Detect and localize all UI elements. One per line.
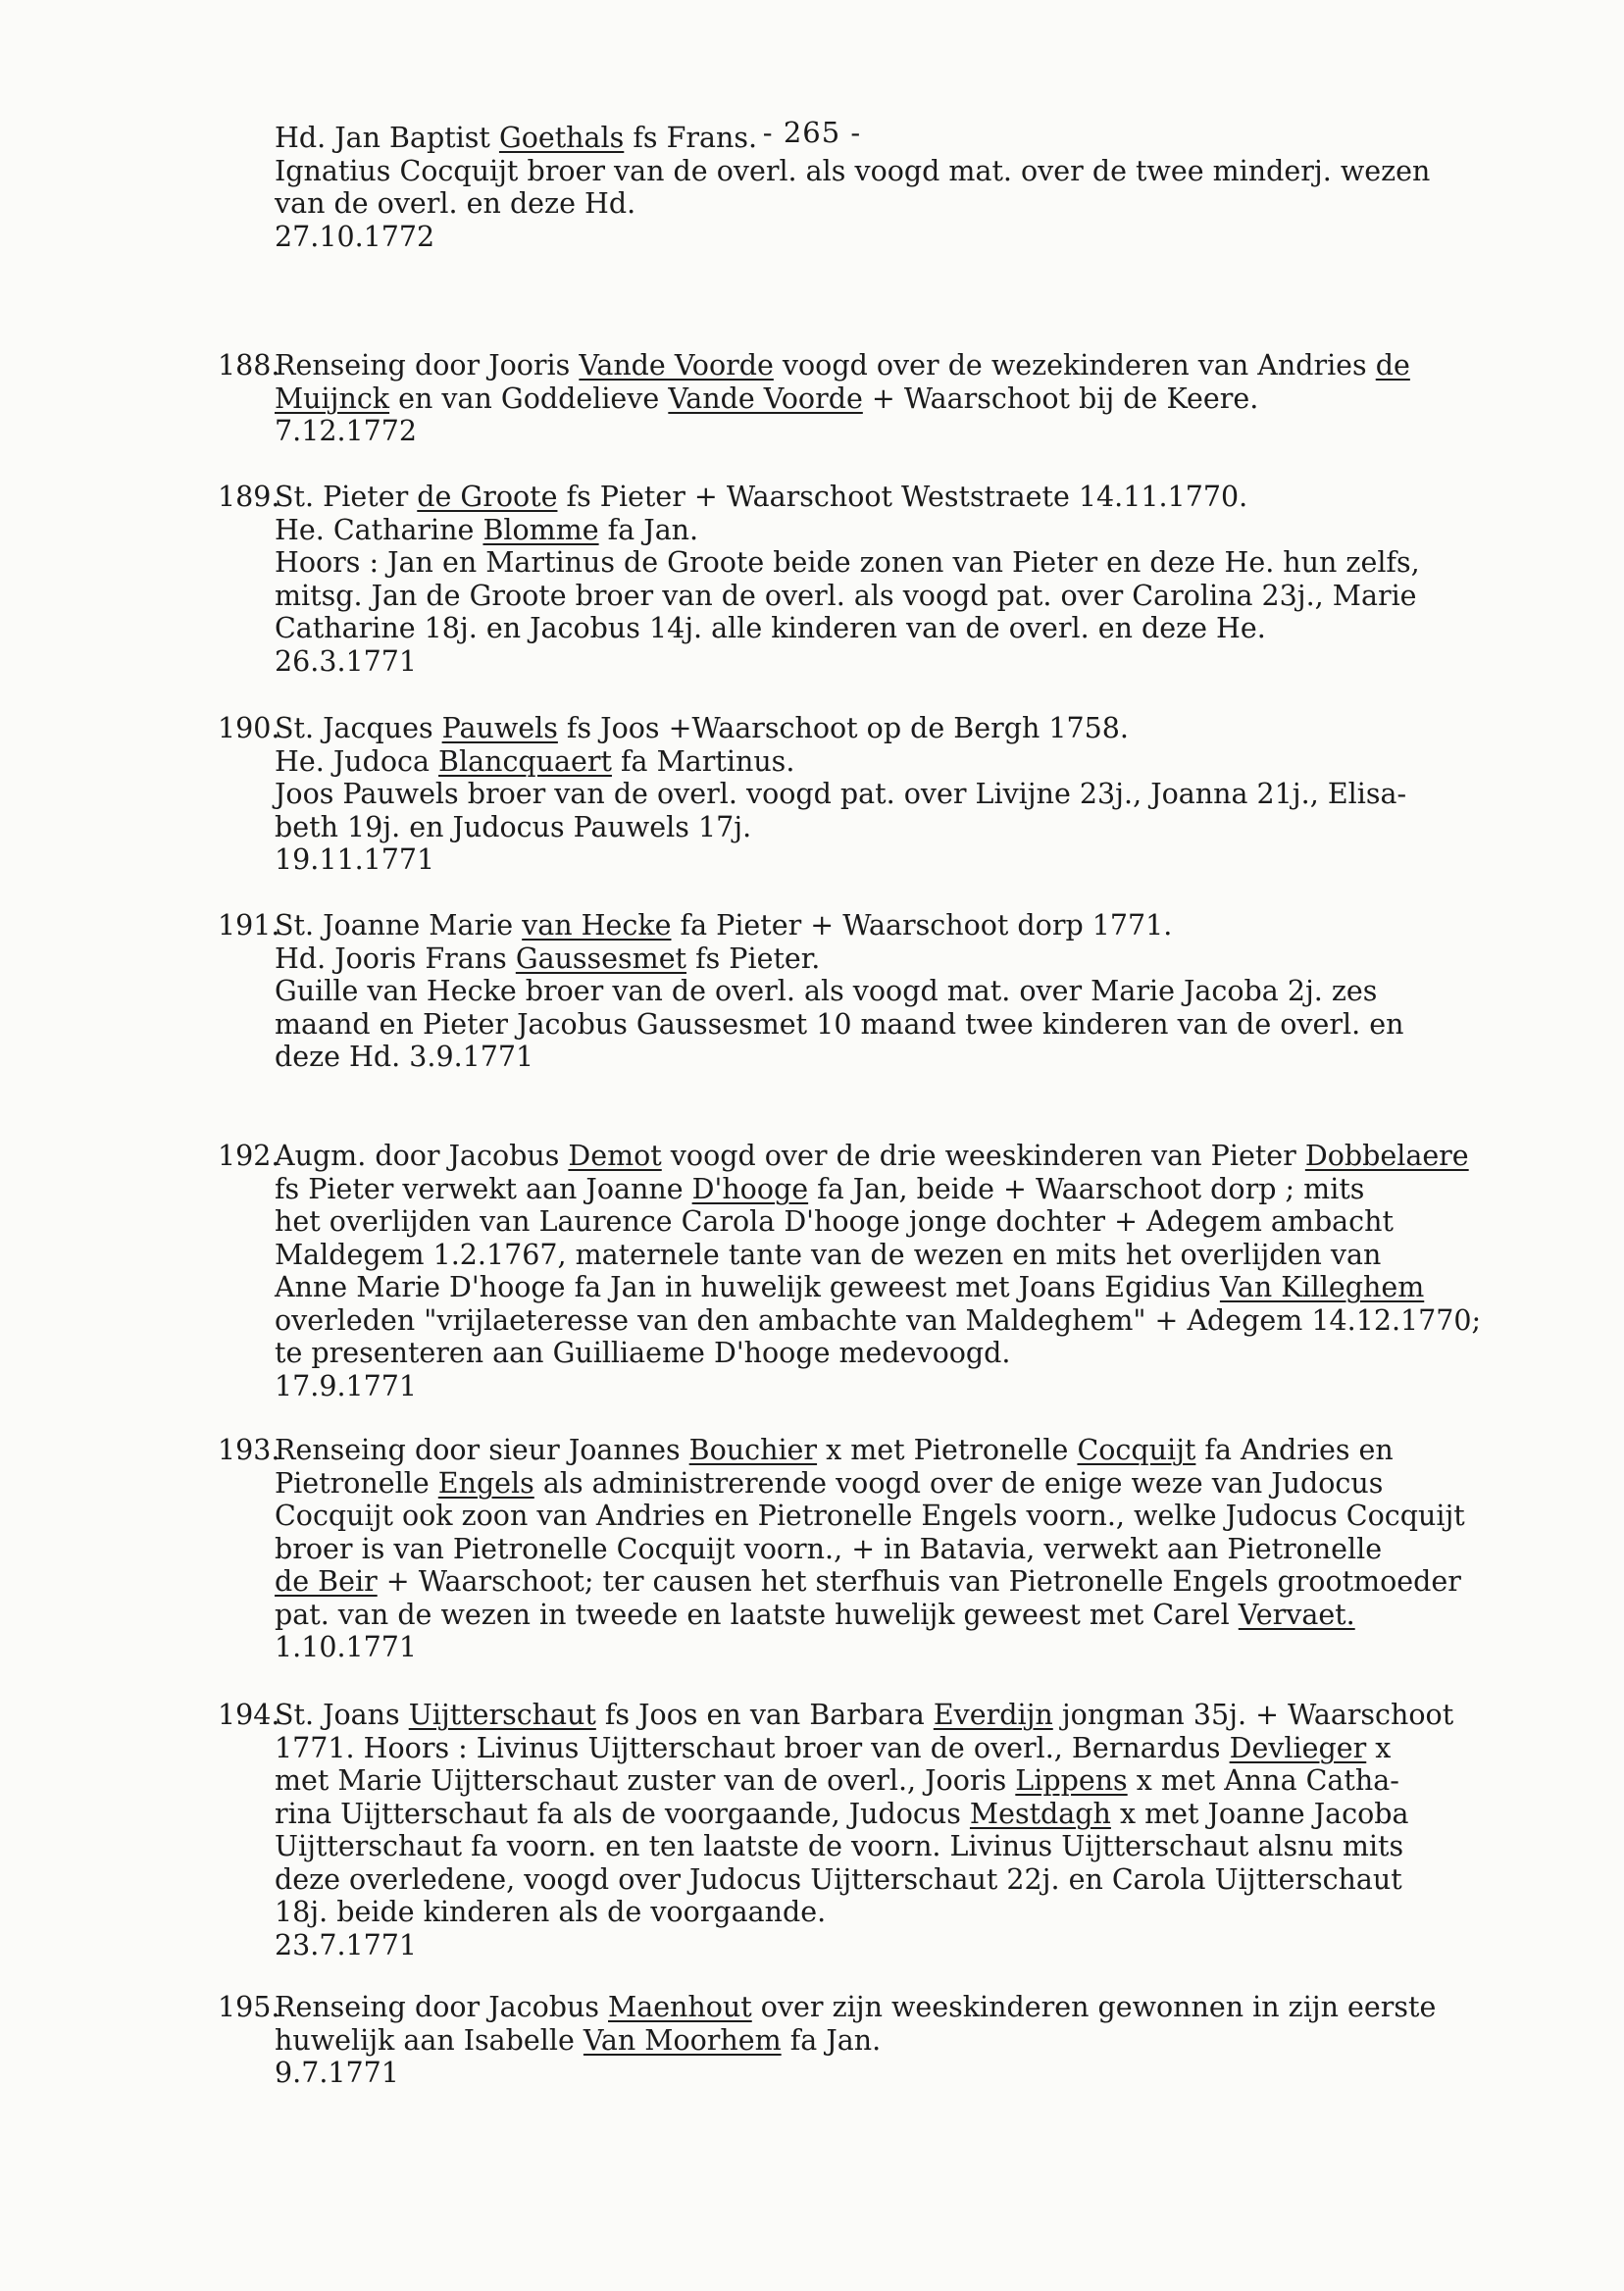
text-line xyxy=(275,612,1569,645)
text-line xyxy=(275,712,1569,745)
entry-body xyxy=(275,1140,1569,1402)
entry-date: 1.10.1771 xyxy=(275,1631,418,1663)
entry-date: 27.10.1772 xyxy=(275,220,435,253)
text-line xyxy=(275,1173,1569,1206)
text-segment: Hd. Jooris Frans xyxy=(275,942,516,975)
underlined-surname: Pauwels xyxy=(441,712,558,744)
text-line xyxy=(275,1467,1569,1501)
text-segment: fs Joos +Waarschoot op de Bergh 1758. xyxy=(557,712,1129,744)
text-line xyxy=(275,2024,1569,2058)
underlined-surname: Dobbelaere xyxy=(1304,1140,1469,1172)
text-segment: mitsg. Jan de Groote broer van de overl. als voogd pat. over Carolina 23j., Marie xyxy=(275,579,1417,612)
text-segment: Hoors : Jan en Martinus de Groote beide zonen van Pieter en deze He. hun zelfs, xyxy=(275,546,1420,579)
entry-192 xyxy=(218,1140,1569,1402)
text-line xyxy=(275,1599,1569,1632)
text-segment: Renseing door Jooris xyxy=(275,349,580,382)
entry-191 xyxy=(218,909,1569,1074)
text-segment: Hd. Jan Baptist xyxy=(275,122,499,154)
entry-body xyxy=(275,909,1569,1074)
text-line xyxy=(275,382,1569,416)
text-line xyxy=(275,1798,1569,1831)
text-segment: over zijn weeskinderen gewonnen in zijn eerste xyxy=(751,1991,1437,2023)
entry-body xyxy=(275,1434,1569,1664)
text-segment: Augm. door Jacobus xyxy=(275,1140,569,1172)
text-segment: fa Jan. xyxy=(781,2023,882,2057)
text-line xyxy=(275,514,1569,547)
text-segment: Joos Pauwels broer van de overl. voogd pat. over Livijne 23j., Joanna 21j., Elisa- xyxy=(275,778,1407,810)
text-line xyxy=(275,778,1569,811)
text-line xyxy=(275,580,1569,613)
entry-body xyxy=(275,481,1569,678)
text-segment: x met Anna Catha- xyxy=(1127,1764,1399,1797)
text-line xyxy=(275,1896,1569,1929)
text-segment: deze Hd. 3.9.1771 xyxy=(275,1041,534,1073)
entry-body xyxy=(275,1991,1569,2090)
underlined-surname: de Beir xyxy=(275,1565,378,1598)
entry-188 xyxy=(218,349,1569,448)
text-segment: broer is van Pietronelle Cocquijt voorn., + in Batavia, verwekt aan Pietronelle xyxy=(275,1532,1383,1565)
text-line xyxy=(275,1337,1569,1370)
underlined-surname: Engels xyxy=(437,1466,534,1500)
underlined-surname: Vervaet. xyxy=(1238,1598,1355,1631)
text-segment: 1771. Hoors : Livinus Uijtterschaut broer van de overl., Bernardus xyxy=(275,1731,1230,1764)
text-line xyxy=(275,546,1569,580)
text-line xyxy=(275,1533,1569,1566)
text-line xyxy=(275,1699,1569,1732)
text-line xyxy=(275,155,1569,188)
text-segment: + Waarschoot bij de Keere. xyxy=(862,382,1259,415)
text-line xyxy=(275,481,1569,514)
text-segment: voogd over de wezekinderen van Andries xyxy=(773,349,1376,382)
underlined-surname: Muijnck xyxy=(275,382,390,415)
underlined-surname: Van Moorhem xyxy=(583,2023,782,2057)
entry-number: 192. xyxy=(218,1140,280,1172)
text-segment: x met Joanne Jacoba xyxy=(1110,1797,1409,1830)
underlined-surname: Everdijn xyxy=(933,1699,1053,1731)
text-line xyxy=(275,942,1569,976)
text-segment: fs Pieter verwekt aan Joanne xyxy=(275,1172,692,1205)
entry-190 xyxy=(218,712,1569,877)
underlined-surname: de xyxy=(1375,349,1410,382)
text-segment: x met Pietronelle xyxy=(817,1434,1078,1466)
text-segment: Maldegem 1.2.1767, maternele tante van de wezen en mits het overlijden van xyxy=(275,1238,1382,1271)
text-segment: Renseing door Jacobus xyxy=(275,1991,609,2023)
text-segment: 18j. beide kinderen als de voorgaande. xyxy=(275,1896,827,1928)
text-segment: fs Frans. xyxy=(624,122,758,154)
text-line xyxy=(275,811,1569,844)
underlined-surname: de Groote xyxy=(417,481,558,513)
text-segment: fa Jan, beide + Waarschoot dorp ; mits xyxy=(808,1172,1365,1205)
text-segment: fa Martinus. xyxy=(611,744,795,778)
text-segment: St. Jacques xyxy=(275,712,442,744)
text-line xyxy=(275,1830,1569,1863)
entry-189 xyxy=(218,481,1569,678)
entry-date: 19.11.1771 xyxy=(275,843,435,876)
text-segment: Uijtterschaut fa voorn. en ten laatste de voorn. Livinus Uijtterschaut alsnu mits xyxy=(275,1830,1404,1862)
text-line xyxy=(275,1991,1569,2024)
text-segment: Catharine 18j. en Jacobus 14j. alle kinderen van de overl. en deze He. xyxy=(275,612,1266,644)
entry-194 xyxy=(218,1699,1569,1961)
text-segment: rina Uijtterschaut fa als de voorgaande, Judocus xyxy=(275,1797,970,1830)
text-line xyxy=(275,1732,1569,1765)
text-segment: St. Joans xyxy=(275,1699,409,1731)
underlined-surname: Blancquaert xyxy=(438,744,612,778)
text-line xyxy=(275,1271,1569,1304)
entry-date: 17.9.1771 xyxy=(275,1369,418,1402)
intro-block xyxy=(275,122,1569,253)
text-segment: te presenteren aan Guilliaeme D'hooge medevoogd. xyxy=(275,1337,1011,1369)
text-segment: x xyxy=(1366,1731,1392,1764)
entry-body xyxy=(275,712,1569,877)
text-line xyxy=(275,909,1569,942)
text-line xyxy=(275,1304,1569,1338)
underlined-surname: Maenhout xyxy=(608,1991,752,2023)
entry-193 xyxy=(218,1434,1569,1664)
text-segment: als administrerende voogd over de enige weze van Judocus xyxy=(533,1466,1384,1500)
text-segment: St. Pieter xyxy=(275,481,418,513)
text-segment: fa Jan. xyxy=(598,513,699,546)
page-number: - 265 - xyxy=(762,116,862,149)
underlined-surname: Gaussesmet xyxy=(515,942,687,975)
text-line xyxy=(275,1863,1569,1897)
text-line xyxy=(275,1434,1569,1467)
text-segment: maand en Pieter Jacobus Gaussesmet 10 maand twee kinderen van de overl. en xyxy=(275,1007,1404,1041)
underlined-surname: Vande Voorde xyxy=(668,382,863,415)
entry-body xyxy=(275,349,1569,448)
underlined-surname: Cocquijt xyxy=(1077,1434,1196,1466)
text-line xyxy=(275,1764,1569,1798)
underlined-surname: Mestdagh xyxy=(969,1797,1111,1830)
entry-date: 23.7.1771 xyxy=(275,1928,418,1961)
text-segment: van de overl. en deze Hd. xyxy=(275,187,636,220)
text-segment: het overlijden van Laurence Carola D'hooge jonge dochter + Adegem ambacht xyxy=(275,1205,1394,1238)
text-segment: fs Pieter + Waarschoot Weststraete 14.11.1770. xyxy=(557,481,1248,513)
text-segment: St. Joanne Marie xyxy=(275,909,523,942)
text-segment: en van Goddelieve xyxy=(389,382,669,415)
underlined-surname: Demot xyxy=(568,1140,662,1172)
text-segment: Guille van Hecke broer van de overl. als voogd mat. over Marie Jacoba 2j. zes xyxy=(275,975,1378,1007)
text-segment: Ignatius Cocquijt broer van de overl. als voogd mat. over de twee minderj. wezen xyxy=(275,154,1431,187)
text-segment: Anne Marie D'hooge fa Jan in huwelijk geweest met Joans Egidius xyxy=(275,1271,1220,1303)
entry-number: 193. xyxy=(218,1434,280,1466)
entry-date: 26.3.1771 xyxy=(275,644,418,678)
text-segment: beth 19j. en Judocus Pauwels 17j. xyxy=(275,810,752,843)
text-segment: pat. van de wezen in tweede en laatste huwelijk geweest met Carel xyxy=(275,1598,1239,1631)
text-line xyxy=(275,1565,1569,1599)
entry-195 xyxy=(218,1991,1569,2090)
underlined-surname: Uijtterschaut xyxy=(408,1699,596,1731)
text-line xyxy=(275,349,1569,382)
text-segment: fs Pieter. xyxy=(686,942,821,975)
entry-body xyxy=(275,1699,1569,1961)
text-line xyxy=(275,975,1569,1008)
entry-number: 194. xyxy=(218,1699,280,1731)
text-segment: He. Judoca xyxy=(275,744,439,778)
text-segment: Cocquijt ook zoon van Andries en Pietronelle Engels voorn., welke Judocus Cocquijt xyxy=(275,1500,1465,1532)
entry-number: 195. xyxy=(218,1991,280,2023)
underlined-surname: Devlieger xyxy=(1229,1731,1367,1764)
text-segment: fa Pieter + Waarschoot dorp 1771. xyxy=(671,909,1173,942)
entry-date: 9.7.1771 xyxy=(275,2057,399,2089)
text-line xyxy=(275,745,1569,779)
text-segment: jongman 35j. + Waarschoot xyxy=(1052,1699,1454,1731)
underlined-surname: van Hecke xyxy=(522,909,672,942)
text-line xyxy=(275,1500,1569,1533)
intro-body xyxy=(275,122,1569,253)
text-line xyxy=(275,1008,1569,1042)
entry-number: 190. xyxy=(218,712,280,744)
text-line xyxy=(275,1041,1569,1074)
text-segment: Pietronelle xyxy=(275,1466,438,1500)
text-segment: overleden "vrijlaeteresse van den ambachte van Maldeghem" + Adegem 14.12.1770; xyxy=(275,1303,1482,1337)
underlined-surname: D'hooge xyxy=(691,1172,809,1205)
text-segment: voogd over de drie weeskinderen van Pieter xyxy=(661,1140,1305,1172)
entry-number: 188. xyxy=(218,349,280,382)
text-line xyxy=(275,1205,1569,1239)
text-line xyxy=(275,1140,1569,1173)
text-segment: huwelijk aan Isabelle xyxy=(275,2023,584,2057)
text-line xyxy=(275,1239,1569,1272)
text-segment: deze overledene, voogd over Judocus Uijtterschaut 22j. en Carola Uijtterschaut xyxy=(275,1862,1402,1896)
text-line xyxy=(275,122,1569,155)
text-segment: Renseing door sieur Joannes xyxy=(275,1434,689,1466)
entry-number: 191. xyxy=(218,909,280,942)
text-segment: fs Joos en van Barbara xyxy=(595,1699,934,1731)
text-line xyxy=(275,187,1569,221)
underlined-surname: Blomme xyxy=(482,513,599,546)
text-segment: + Waarschoot; ter causen het sterfhuis van Pietronelle Engels grootmoeder xyxy=(377,1565,1461,1598)
text-segment: He. Catharine xyxy=(275,513,483,546)
underlined-surname: Bouchier xyxy=(688,1434,818,1466)
underlined-surname: Vande Voorde xyxy=(579,349,774,382)
text-segment: met Marie Uijtterschaut zuster van de overl., Jooris xyxy=(275,1764,1016,1797)
underlined-surname: Goethals xyxy=(498,122,625,154)
text-segment: fa Andries en xyxy=(1195,1434,1394,1466)
underlined-surname: Lippens xyxy=(1015,1764,1128,1797)
entry-date: 7.12.1772 xyxy=(275,415,418,447)
entry-number: 189. xyxy=(218,481,280,513)
underlined-surname: Van Killeghem xyxy=(1219,1271,1425,1303)
